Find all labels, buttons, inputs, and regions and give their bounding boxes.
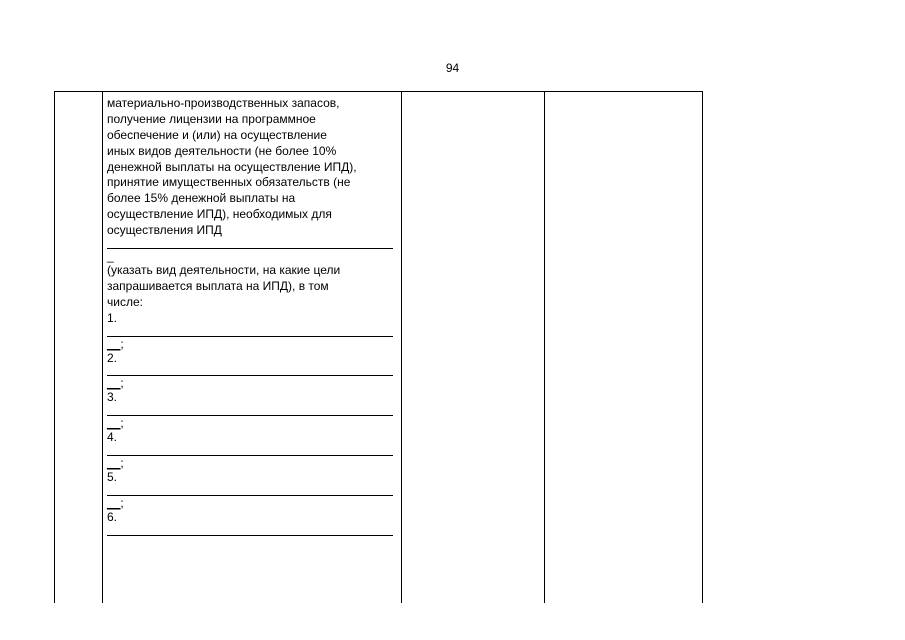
item-number: 6. — [107, 510, 118, 525]
blank-space — [107, 446, 397, 455]
text-line: осуществления ИПД — [107, 223, 222, 238]
stub-tail: ; — [120, 456, 124, 471]
text-line: получение лицензии на программное — [107, 111, 316, 126]
text-line: осуществление ИПД), необходимых для — [107, 207, 332, 222]
text-line: принятие имущественных обязательств (не — [107, 175, 351, 190]
table-cell-empty — [545, 92, 703, 604]
note-line: (указать вид деятельности, на какие цели — [107, 263, 341, 278]
blank-space — [107, 366, 397, 375]
blank-space — [107, 239, 397, 248]
text-line: материально-производственных запасов, — [107, 96, 340, 110]
table-cell-description — [103, 92, 402, 604]
fill-in-stub — [107, 337, 397, 351]
fill-in-line — [107, 535, 393, 536]
form-table — [54, 91, 703, 603]
stub-tail: ; — [120, 416, 124, 431]
blank-space — [107, 327, 397, 336]
stub-underscore: __ — [107, 496, 121, 511]
stub-underscore: __ — [107, 336, 121, 351]
fill-in-stub — [107, 416, 397, 430]
stub-tail: ; — [120, 496, 124, 511]
table-cell-number — [55, 92, 103, 604]
description-text — [103, 92, 397, 536]
page-number: 94 — [445, 61, 460, 75]
stub-underscore: __ — [107, 456, 121, 471]
fill-in-stub — [107, 496, 397, 510]
item-number: 2. — [107, 350, 118, 365]
note-line: числе: — [107, 294, 143, 309]
fill-in-stub: _ — [107, 249, 114, 264]
blank-space — [107, 486, 397, 495]
stub-underscore: __ — [107, 376, 121, 391]
stub-underscore: __ — [107, 416, 121, 431]
fill-in-stub — [107, 376, 397, 390]
note-line: запрашивается выплата на ИПД), в том — [107, 278, 329, 293]
blank-space — [107, 406, 397, 415]
item-number: 3. — [107, 390, 118, 405]
stub-tail: ; — [120, 376, 124, 391]
fill-in-stub — [107, 456, 397, 470]
text-line: иных видов деятельности (не более 10% — [107, 143, 337, 158]
stub-tail: ; — [120, 336, 124, 351]
text-line: обеспечение и (или) на осуществление — [107, 127, 327, 142]
blank-space — [107, 526, 397, 535]
item-number: 5. — [107, 470, 118, 485]
item-number: 4. — [107, 430, 118, 445]
table-cell-empty — [402, 92, 545, 604]
table-row — [55, 92, 703, 604]
text-line: более 15% денежной выплаты на — [107, 191, 296, 206]
item-number: 1. — [107, 310, 118, 325]
text-line: денежной выплаты на осуществление ИПД), — [107, 159, 357, 174]
